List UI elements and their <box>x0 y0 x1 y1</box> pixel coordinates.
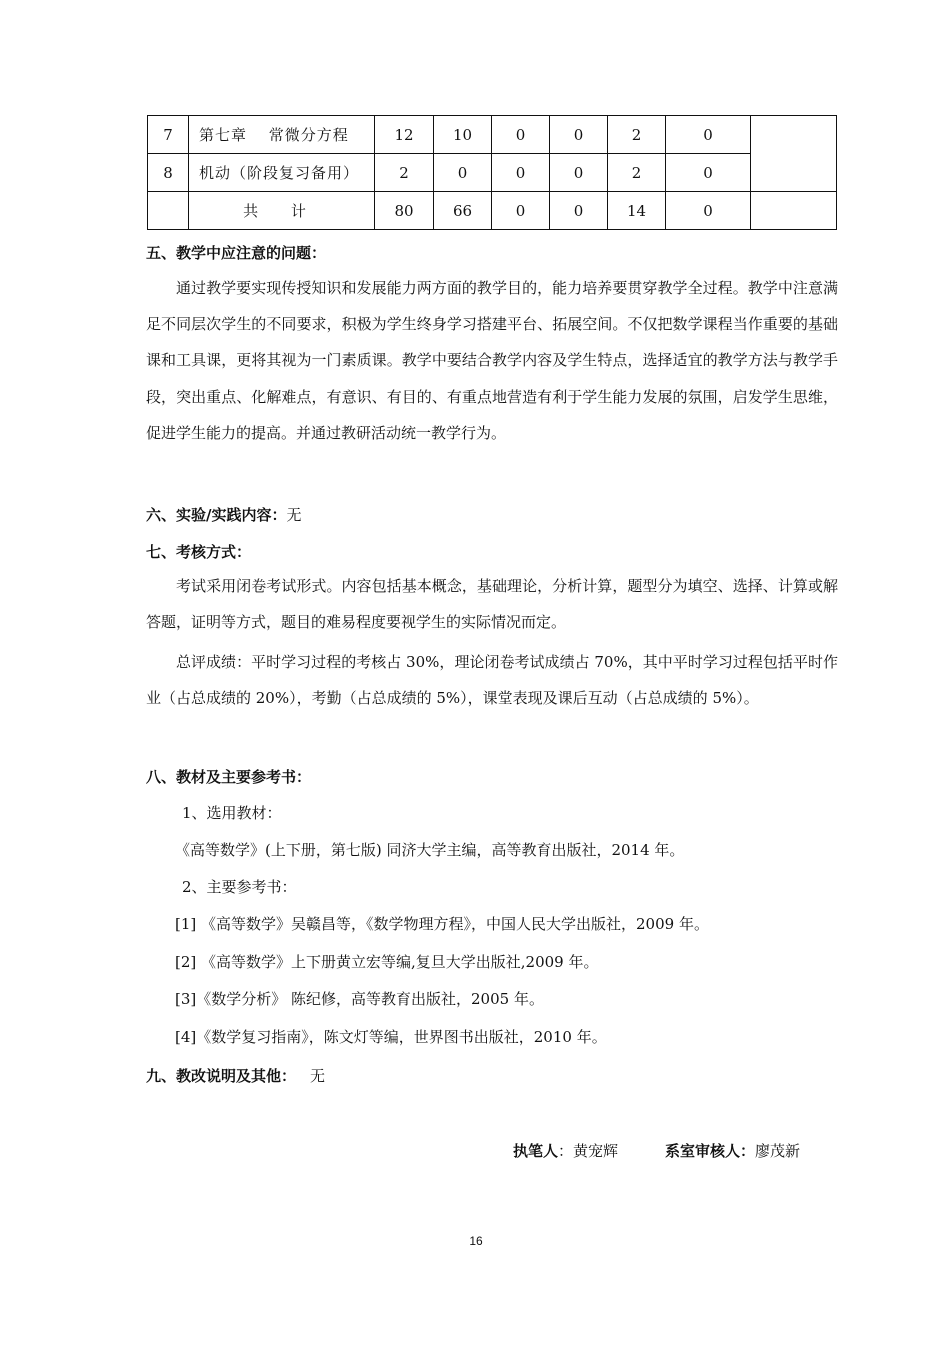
hours-cell: 0 <box>434 154 492 192</box>
section-5-heading: 五、教学中应注意的问题： <box>146 244 327 262</box>
reference-item: [3]《数学分析》 陈纪修，高等教育出版社，2005 年。 <box>175 990 544 1008</box>
total-cell: 0 <box>550 192 608 230</box>
section-9-value: 无 <box>310 1067 326 1085</box>
hours-cell: 2 <box>375 154 434 192</box>
hours-cell: 10 <box>434 116 492 154</box>
textbook-entry: 《高等数学》(上下册，第七版) 同济大学主编，高等教育出版社，2014 年。 <box>175 841 685 859</box>
hours-cell: 2 <box>608 154 666 192</box>
table-total-row <box>148 192 837 230</box>
section-7-body-exam: 考试采用闭卷考试形式。内容包括基本概念，基础理论，分析计算，题型分为填空、选择、计算或解答题，证明等方式，题目的难易程度要视学生的实际情况而定。 <box>146 577 838 632</box>
section-6-label: 六、实验/实践内容： <box>146 506 287 524</box>
reviewer-label: 系室审核人： <box>665 1142 756 1160</box>
reference-item: [1] 《高等数学》吴赣昌等，《数学物理方程》，中国人民大学出版社，2009 年。 <box>175 915 709 933</box>
author-name: 黄宠辉 <box>573 1142 619 1160</box>
reviewer-signature <box>665 1140 800 1161</box>
textbook-label: 1、选用教材： <box>182 804 282 822</box>
reviewer-name: 廖茂新 <box>755 1142 801 1160</box>
reference-item: [4]《数学复习指南》，陈文灯等编，世界图书出版社，2010 年。 <box>175 1028 607 1046</box>
section-8-heading: 八、教材及主要参考书： <box>146 768 312 786</box>
section-9-label: 九、教改说明及其他： <box>146 1067 297 1085</box>
section-6-value: 无 <box>286 506 302 524</box>
reference-item: [2] 《高等数学》上下册黄立宏等编,复旦大学出版社,2009 年。 <box>175 953 599 971</box>
section-9-heading <box>146 1065 325 1086</box>
chapter-name: 第七章 常微分方程 <box>189 116 375 154</box>
section-6-heading <box>146 504 302 525</box>
hours-cell: 0 <box>666 154 751 192</box>
hours-cell: 0 <box>550 154 608 192</box>
references-label: 2、主要参考书： <box>182 878 297 896</box>
section-7-heading: 七、考核方式： <box>146 543 252 561</box>
page-number: 16 <box>469 1234 483 1248</box>
hours-cell: 2 <box>608 116 666 154</box>
hours-cell: 0 <box>492 154 550 192</box>
author-signature: 执笔人：黄宠辉 <box>513 1142 619 1160</box>
section-5-body: 通过教学要实现传授知识和发展能力两方面的教学目的，能力培养要贯穿教学全过程。教学中注意满足不同层次学生的不同要求，积极为学生终身学习搭建平台、拓展空间。不仅把数学课程当作重要的基础课和工具课，更将其视为一门素质课。教学中要结合教学内容及学生特点，选择适宜的教学方法与教学手段，突出重点、化解难点，有意识、有目的、有重点地营造有利于学生能力发展的氛围，启发学生思维，促进学生能力的提高。并通过教研活动统一教学行为。 <box>146 279 838 442</box>
hours-cell: 0 <box>492 116 550 154</box>
hours-cell: 0 <box>666 116 751 154</box>
hours-table <box>147 115 837 230</box>
remarks-cell <box>751 192 837 230</box>
author-label: 执笔人 <box>513 1142 559 1160</box>
table-row <box>148 154 837 192</box>
total-cell: 66 <box>434 192 492 230</box>
chapter-name: 机动（阶段复习备用） <box>189 154 375 192</box>
row-number: 7 <box>148 116 189 154</box>
total-cell: 80 <box>375 192 434 230</box>
table-row <box>148 116 837 154</box>
total-cell: 0 <box>666 192 751 230</box>
hours-cell: 12 <box>375 116 434 154</box>
row-number: 8 <box>148 154 189 192</box>
total-cell: 14 <box>608 192 666 230</box>
empty-cell <box>148 192 189 230</box>
remarks-cell <box>751 116 837 192</box>
total-cell: 0 <box>492 192 550 230</box>
total-label: 共 计 <box>189 192 375 230</box>
hours-cell: 0 <box>550 116 608 154</box>
section-7-body-grading: 总评成绩：平时学习过程的考核占 30%，理论闭卷考试成绩占 70%，其中平时学习过程包括平时作业（占总成绩的 20%），考勤（占总成绩的 5%），课堂表现及课后互动（占总成绩的 5%）。 <box>146 653 838 708</box>
